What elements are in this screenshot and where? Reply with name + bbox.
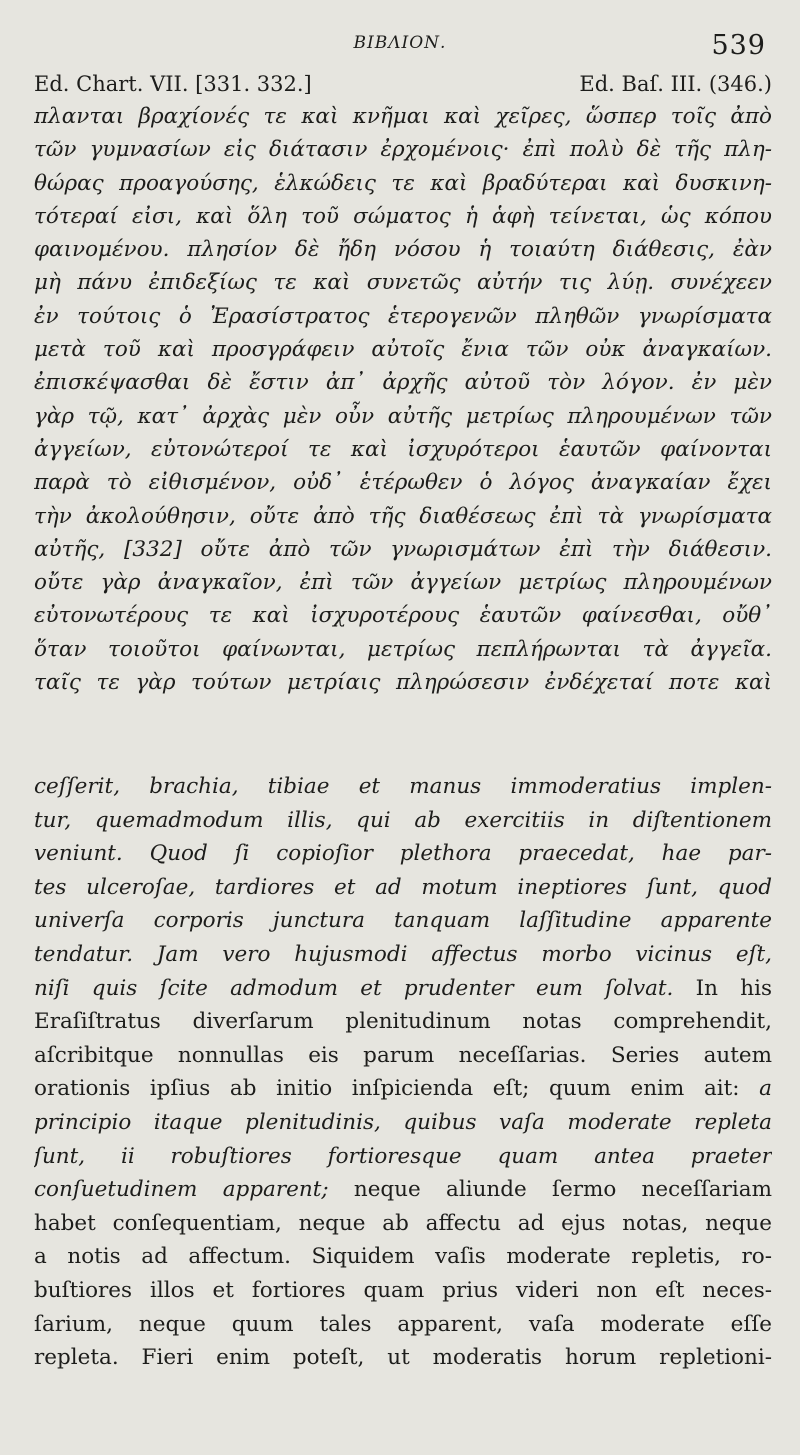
latin-segment: aſcribitque nonnullas eis parum neceſſarias. Series autem	[34, 1042, 772, 1068]
greek-line: γὰρ τῷ, κατ᾽ ἀρχὰς μὲν οὖν αὐτῆς μετρίως πληρουμένων τῶν	[34, 403, 772, 429]
latin-segment: neque aliunde ſermo neceſſariam	[328, 1177, 772, 1203]
greek-line: οὔτε γὰρ ἀναγκαῖον, ἐπὶ τῶν ἀγγείων μετρίως πληρουμένων	[34, 570, 772, 596]
latin-line	[34, 1005, 772, 1039]
latin-line	[34, 1207, 772, 1241]
latin-segment: tes ulceroſae, tardiores et ad motum ineptiores ſunt, quod	[34, 874, 772, 900]
latin-segment: conſuetudinem apparent;	[34, 1177, 329, 1203]
latin-line	[34, 1039, 772, 1073]
greek-line: τότεραί εἰσι, καὶ ὅλη τοῦ σώματος ἡ ἁφὴ τείνεται, ὡς κόπου	[34, 203, 772, 229]
greek-line: ἐπισκέψασθαι δὲ ἔστιν ἀπ᾽ ἀρχῆς αὐτοῦ τὸν λόγον. ἐν μὲν	[34, 370, 772, 396]
greek-line: μετὰ τοῦ καὶ προσγράφειν αὐτοῖς ἔνια τῶν οὐκ ἀναγκαίων.	[34, 337, 772, 363]
latin-segment: orationis ipſius ab initio inſpicienda eſt; quum enim ait:	[34, 1076, 760, 1102]
latin-line	[34, 972, 772, 1006]
latin-segment: niſi quis ſcite admodum et prudenter eum ſolvat.	[34, 975, 674, 1001]
latin-line	[34, 871, 772, 905]
latin-segment: tendatur. Jam vero hujusmodi affectus morbo vicinus eſt,	[34, 941, 772, 967]
greek-line: πλανται βραχίονές τε καὶ κνῆμαι καὶ χεῖρες, ὥσπερ τοῖς ἀπὸ	[34, 104, 772, 129]
latin-line	[34, 1106, 772, 1140]
latin-segment: a	[759, 1076, 772, 1102]
greek-line: ἀγγείων, εὐτονώτεροί τε καὶ ἰσχυρότεροι ἑαυτῶν φαίνονται	[34, 436, 772, 462]
latin-segment: a notis ad affectum. Siquidem vaſis moderate repletis, ro-	[34, 1244, 772, 1270]
greek-line: τῶν γυμνασίων εἰς διάτασιν ἐρχομένοις· ἐπὶ πολὺ δὲ τῆς πλη-	[34, 137, 772, 163]
latin-line	[34, 804, 772, 838]
greek-line: τὴν ἀκολούθησιν, οὔτε ἀπὸ τῆς διαθέσεως ἐπὶ τὰ γνωρίσματα	[34, 503, 772, 529]
latin-line	[34, 837, 772, 871]
greek-line: φαινομένου. πλησίον δὲ ἤδη νόσου ἡ τοιαύτη διάθεσις, ἐὰν	[34, 237, 772, 263]
greek-line: παρὰ τὸ εἰθισμένον, οὐδ᾽ ἑτέρωθεν ὁ λόγος ἀναγκαίαν ἔχει	[34, 470, 772, 496]
latin-segment: buſtiores illos et fortiores quam prius videri non eſt neces-	[34, 1277, 772, 1303]
latin-segment: habet conſequentiam, neque ab affectu ad ejus notas, neque	[34, 1210, 772, 1236]
latin-line	[34, 1240, 772, 1274]
greek-line: θώρας προαγούσης, ἑλκώδεις τε καὶ βραδύτεραι καὶ δυσκινη-	[34, 170, 772, 196]
latin-segment: ceſſerit, brachia, tibiae et manus immoderatius implen-	[34, 774, 772, 799]
edition-reference-line	[34, 72, 772, 96]
latin-segment: ſunt, ii robuſtiores fortioresque quam antea praeter	[34, 1143, 772, 1169]
latin-line	[34, 1173, 772, 1207]
latin-line	[34, 1274, 772, 1308]
latin-segment: univerſa corporis junctura tanquam laſſitudine apparente	[34, 908, 772, 934]
latin-segment: principio itaque plenitudinis, quibus vaſa moderate repleta	[34, 1109, 772, 1135]
latin-line	[34, 938, 772, 972]
latin-line	[34, 1308, 772, 1342]
edition-right: Ed. Baſ. III. (346.)	[579, 72, 772, 96]
greek-line: ταῖς τε γὰρ τούτων μετρίαις πληρώσεσιν ἐνδέχεταί ποτε καὶ	[34, 670, 772, 696]
running-title: BIBΛΙΟΝ.	[353, 33, 447, 53]
latin-segment: In his	[673, 975, 772, 1001]
edition-left: Ed. Chart. VII. [331. 332.]	[34, 72, 312, 96]
latin-segment: veniunt. Quod ſi copioſior plethora praecedat, hae par-	[34, 841, 772, 867]
page-number: 539	[711, 30, 766, 61]
greek-line: ὅταν τοιοῦτοι φαίνωνται, μετρίως πεπλήρωνται τὰ ἀγγεῖα.	[34, 636, 772, 662]
latin-line	[34, 904, 772, 938]
latin-line	[34, 1341, 772, 1375]
latin-segment: repleta. Fieri enim poteſt, ut moderatis horum repletioni-	[34, 1345, 772, 1371]
greek-text-block	[34, 100, 772, 699]
latin-segment: tur, quemadmodum illis, qui ab exercitiis in diſtentionem	[34, 807, 772, 833]
greek-line: εὐτονωτέρους τε καὶ ἰσχυροτέρους ἑαυτῶν φαίνεσθαι, οὔθ᾽	[34, 603, 772, 629]
latin-line	[34, 1140, 772, 1174]
latin-text-block	[34, 770, 772, 1375]
latin-segment: ſarium, neque quum tales apparent, vaſa moderate eſſe	[34, 1311, 772, 1337]
greek-line: ἐν τούτοις ὁ Ἐρασίστρατος ἑτερογενῶν πληθῶν γνωρίσματα	[34, 303, 772, 329]
latin-segment: Eraſiſtratus diverſarum plenitudinum notas comprehendit,	[34, 1009, 772, 1035]
latin-line	[34, 770, 772, 804]
latin-line	[34, 1072, 772, 1106]
greek-line: αὐτῆς, [332] οὔτε ἀπὸ τῶν γνωρισμάτων ἐπὶ τὴν διάθεσιν.	[34, 536, 772, 562]
greek-line: μὴ πάνυ ἐπιδεξίως τε καὶ συνετῶς αὐτήν τις λύῃ. συνέχεεν	[34, 270, 772, 296]
